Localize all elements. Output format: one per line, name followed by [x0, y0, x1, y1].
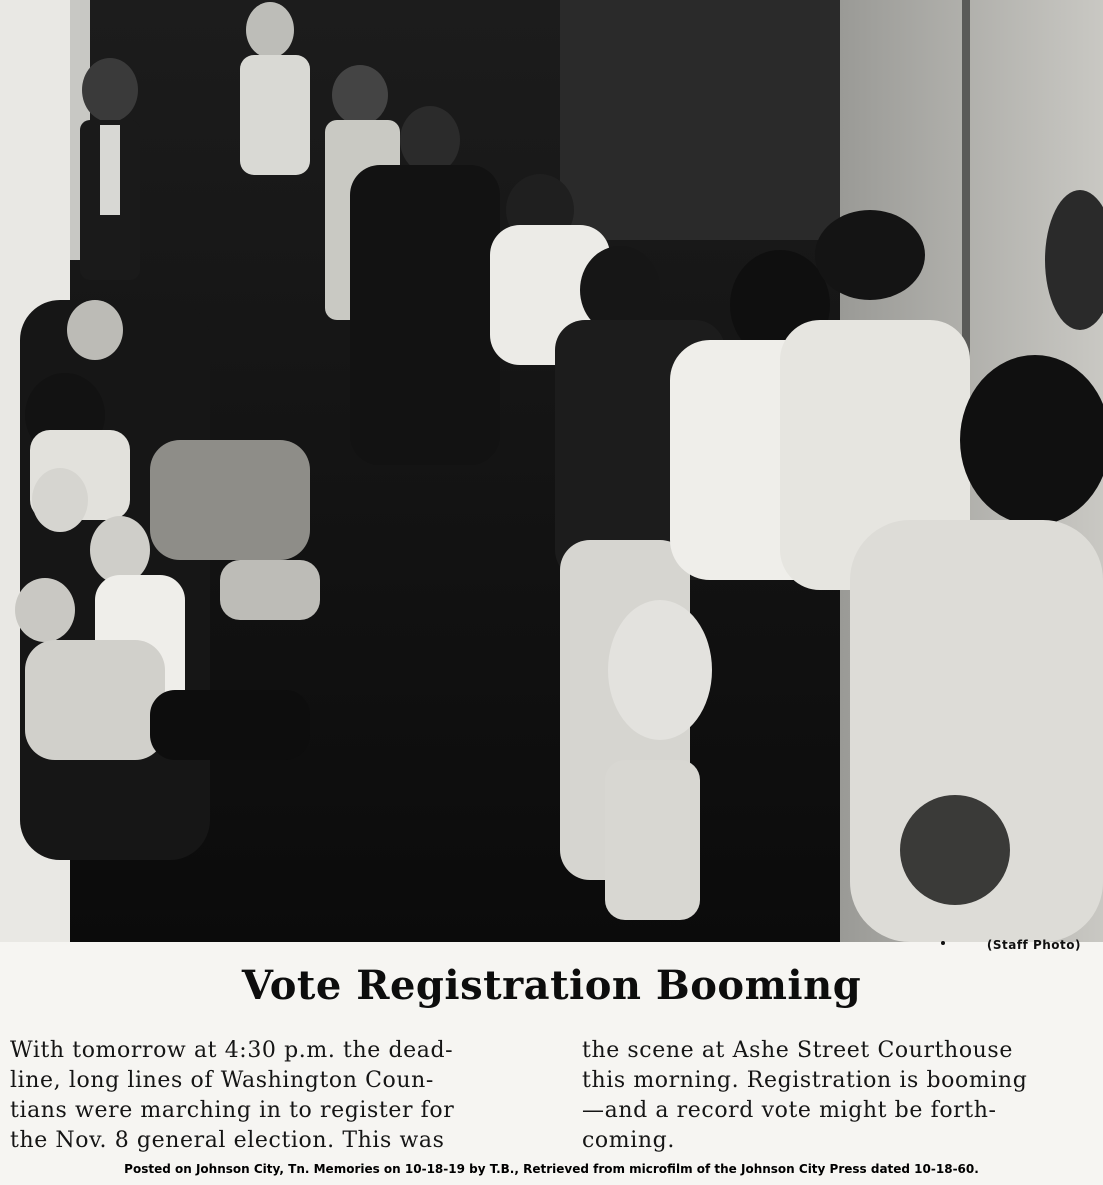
headline: Vote Registration Booming: [241, 962, 862, 1009]
article-line: —and a record vote might be forth-: [582, 1098, 997, 1123]
article-line: the scene at Ashe Street Courthouse: [582, 1038, 1013, 1063]
article-line: line, long lines of Washington Coun-: [10, 1068, 434, 1093]
article-line: tians were marching in to register for: [10, 1098, 455, 1123]
photo-credit: (Staff Photo): [986, 938, 1081, 952]
article-line: the Nov. 8 general election. This was: [10, 1128, 445, 1153]
article-line: coming.: [582, 1128, 675, 1153]
article-line: With tomorrow at 4:30 p.m. the dead-: [10, 1038, 454, 1063]
source-footnote: Posted on Johnson City, Tn. Memories on 10-18-19 by T.B., Retrieved from microfilm of the Johnson City Press dated 10-18-60.: [124, 1162, 979, 1176]
article-line: this morning. Registration is booming: [582, 1068, 1028, 1093]
article-column-left: [10, 1036, 540, 1156]
credit-dot: [941, 941, 945, 945]
article-column-right: [582, 1036, 1092, 1156]
